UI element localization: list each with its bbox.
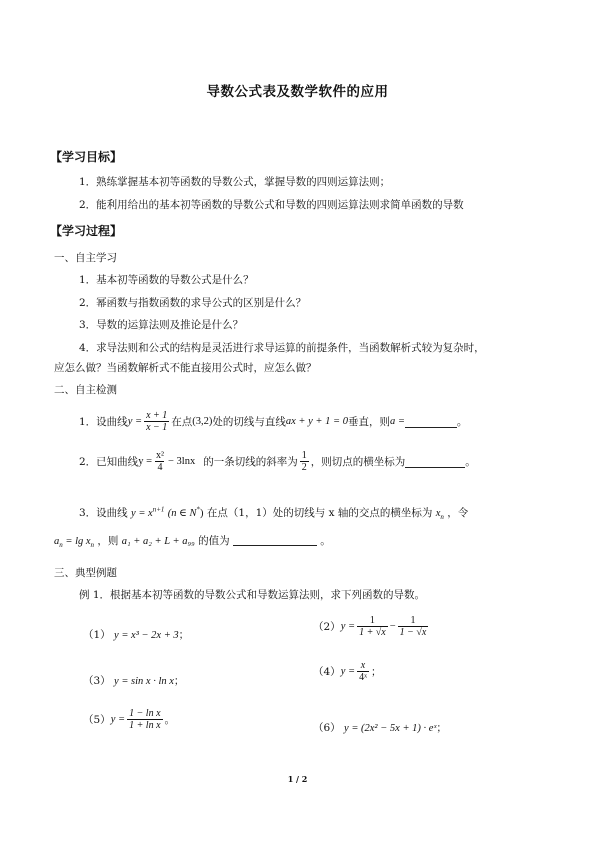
section-self-study-title: 一、自主学习 <box>54 252 117 264</box>
example-1-statement: 例 1．根据基本初等函数的导数公式和导数运算法则，求下列函数的导数。 <box>79 589 426 601</box>
problem-3-domain: (n ∈ N <box>167 508 197 519</box>
example-item-5 <box>83 708 175 731</box>
example-item-1 <box>83 627 189 642</box>
item-5-end: 。 <box>164 714 176 726</box>
problem-2-log-term: − 3lnx <box>167 456 196 467</box>
item-2-minus: − <box>389 621 396 632</box>
goal-item-1: 1．熟练掌握基本初等函数的导数公式，掌握导数的四则运算法则； <box>79 176 391 188</box>
check-problem-3 <box>79 505 468 521</box>
problem-3-end: 。 <box>320 535 331 547</box>
example-item-2 <box>313 615 430 638</box>
item-4-label: （4） <box>313 666 341 678</box>
problem-2-numerator: x² <box>155 450 164 461</box>
item-2-fraction-2 <box>398 615 429 638</box>
item-6-label: （6） <box>313 722 341 734</box>
item-5-fraction <box>127 708 162 731</box>
goals-heading: 【学习目标】 <box>50 150 123 164</box>
item-2-y: y = <box>340 621 356 632</box>
problem-2-end: 。 <box>465 456 476 468</box>
section-examples-title: 三、典型例题 <box>54 567 117 579</box>
problem-3-lg: = lg x <box>62 536 91 547</box>
item-2-label: （2） <box>313 621 341 633</box>
problem-2-denominator: 4 <box>157 462 163 473</box>
item-1-expression: y = x³ − 2x + 3 <box>114 630 179 641</box>
page-number: 1 / 2 <box>287 774 308 784</box>
problem-3-domain-close: ) <box>200 508 204 519</box>
item-6-end: ； <box>436 722 447 734</box>
problem-3-domain-star: * <box>196 505 201 514</box>
problem-2-text-c: ，则切点的横坐标为 <box>310 456 406 468</box>
problem-1-text-d: 垂直，则 <box>347 416 390 428</box>
item-1-label: （1） <box>83 629 111 641</box>
problem-3-an: a <box>54 536 60 547</box>
problem-2-text-b: 的一条切线的斜率为 <box>203 456 298 468</box>
problem-1-answer-label: a = <box>389 416 405 427</box>
item-5-label: （5） <box>83 714 111 726</box>
problem-3-an-sub: n <box>59 541 63 550</box>
problem-3-exponent: n+1 <box>152 505 165 514</box>
example-item-6 <box>313 720 447 735</box>
problem-1-line: ax + y + 1 = 0 <box>285 416 348 427</box>
problem-1-answer-blank[interactable] <box>405 415 457 428</box>
example-item-3 <box>83 673 184 688</box>
example-item-4 <box>313 660 381 683</box>
problem-1-denominator: x − 1 <box>146 422 168 433</box>
problem-2-y: y = <box>138 456 152 467</box>
item-2-denominator-1: 1 + √x <box>359 627 386 638</box>
problem-1-text-c: 处的切线与直线 <box>212 416 286 428</box>
problem-2-fraction <box>154 450 166 473</box>
problem-3-answer-blank[interactable] <box>233 533 317 546</box>
item-5-denominator: 1 + ln x <box>129 720 161 731</box>
item-4-denominator: 4ˣ <box>359 672 367 683</box>
check-problem-1 <box>79 410 467 433</box>
item-4-numerator: x <box>360 660 366 671</box>
problem-1-fraction <box>144 410 169 433</box>
item-4-y: y = <box>340 666 356 677</box>
problem-3-xn: x <box>435 508 441 519</box>
problem-1-end: 。 <box>456 416 468 428</box>
problem-2-slope-denominator: 2 <box>301 462 307 473</box>
problem-1-point: (3,2) <box>192 416 213 427</box>
problem-1-numerator: x + 1 <box>146 410 168 421</box>
problem-3-y: y = x <box>131 508 153 519</box>
item-2-denominator-2: 1 − √x <box>399 627 427 638</box>
problem-1-y: y = <box>127 416 143 427</box>
section-self-check-title: 二、自主检测 <box>54 384 117 396</box>
check-problem-2 <box>79 450 476 473</box>
problem-2-slope-fraction <box>300 450 309 473</box>
item-1-end: ； <box>178 629 190 641</box>
problem-3-text-d: ，则 <box>97 535 119 547</box>
goal-item-2: 2．能利用给出的基本初等函数的导数公式和导数的四则运算法则求简单函数的导数 <box>79 199 464 211</box>
process-heading: 【学习过程】 <box>50 224 123 238</box>
problem-1-text: 1．设曲线 <box>79 416 128 428</box>
problem-3-text: 3．设曲线 <box>79 507 128 519</box>
item-3-expression: y = sin x · ln x <box>114 676 174 687</box>
item-3-label: （3） <box>83 675 111 687</box>
self-study-q2: 2．幂函数与指数函数的求导公式的区别是什么？ <box>79 297 307 309</box>
problem-1-text-b: 在点 <box>171 416 193 428</box>
problem-3-sum: a₁ + a₂ + L + a₉₉ <box>121 536 195 547</box>
self-study-q4-line1: 4．求导法则和公式的结构是灵活进行求导运算的前提条件，当函数解析式较为复杂时， <box>79 342 485 354</box>
item-4-fraction <box>357 660 369 683</box>
problem-3-text-e: 的值为 <box>198 535 230 547</box>
problem-2-answer-blank[interactable] <box>405 455 465 468</box>
self-study-q4-line2: 应怎么做？当函数解析式不能直接用公式时，应怎么做？ <box>54 362 317 374</box>
check-problem-3-line2 <box>54 533 331 549</box>
problem-3-xn-sub: n <box>440 513 444 522</box>
problem-2-slope-numerator: 1 <box>301 450 307 461</box>
item-2-fraction-1 <box>357 615 388 638</box>
self-study-q1: 1．基本初等函数的导数公式是什么？ <box>79 274 254 286</box>
problem-3-text-b: 在点（1，1）处的切线与 x 轴的交点的横坐标为 <box>206 507 433 519</box>
problem-2-text: 2．已知曲线 <box>79 456 139 468</box>
item-5-y: y = <box>110 714 126 725</box>
item-4-end: ； <box>370 666 382 678</box>
self-study-q3: 3．导数的运算法则及推论是什么？ <box>79 319 244 331</box>
item-3-end: ； <box>173 675 185 687</box>
problem-3-lg-sub: n <box>90 541 95 550</box>
problem-3-text-c: ，令 <box>447 507 469 519</box>
item-2-numerator-2: 1 <box>410 615 416 626</box>
item-6-expression: y = (2x² − 5x + 1) · eˣ <box>344 723 437 734</box>
page-title: 导数公式表及数学软件的应用 <box>206 84 389 100</box>
item-2-numerator-1: 1 <box>369 615 375 626</box>
item-5-numerator: 1 − ln x <box>129 708 161 719</box>
